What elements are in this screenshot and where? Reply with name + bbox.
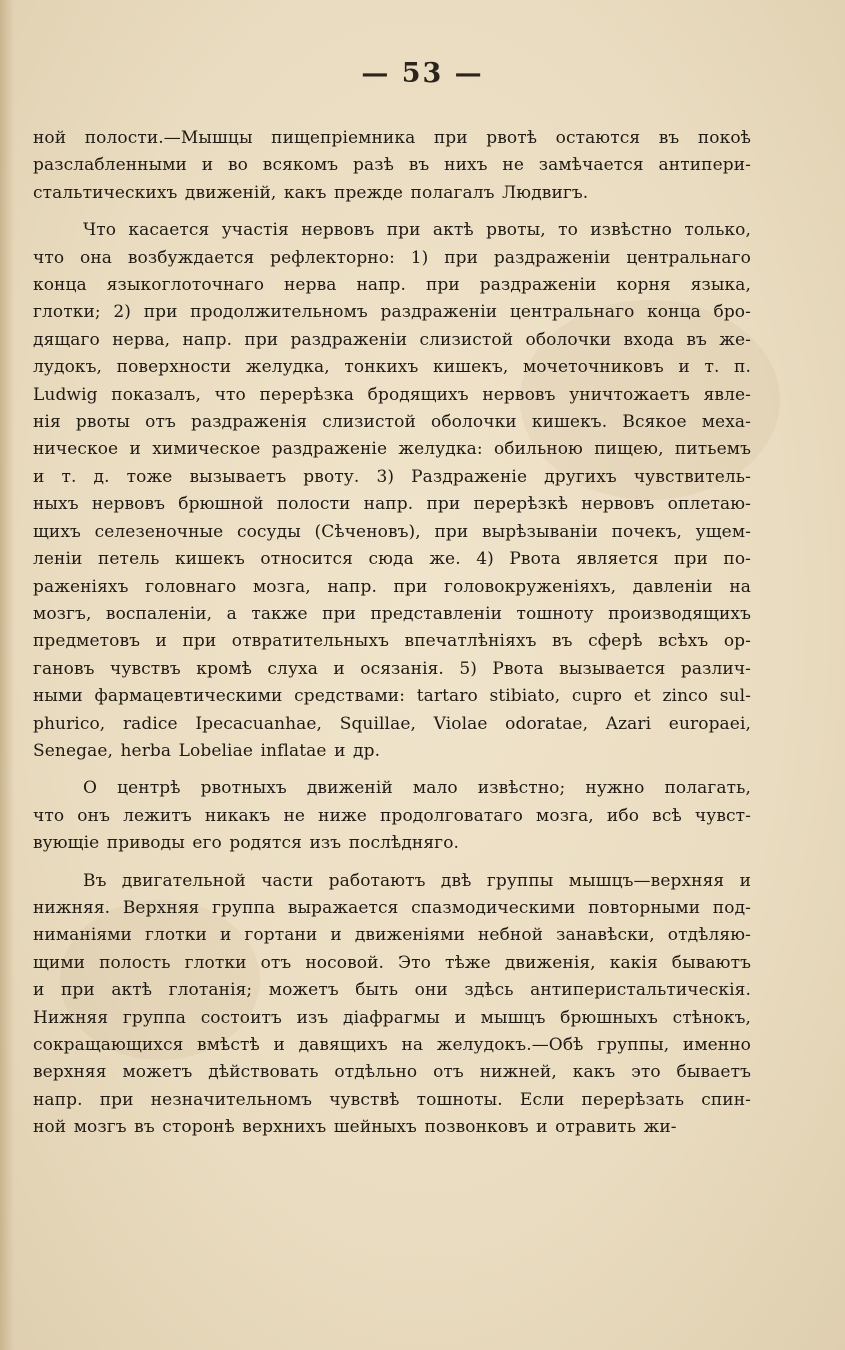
text-line: О центрѣ рвотныхъ движеній мало извѣстно; нужно полагать,	[83, 778, 751, 799]
text-line: гановъ чувствъ кромѣ слуха и осязанія. 5) Рвота вызывается различ-	[33, 658, 751, 679]
text-line: ныхъ нервовъ брюшной полости напр. при перерѣзкѣ нервовъ оплетаю-	[33, 494, 751, 515]
text-line: ными фармацевтическими средствами: tartaro stibiato, cupro et zinco sul-	[33, 686, 751, 707]
paragraph-gap	[33, 858, 751, 868]
text-line: леніи петель кишекъ относится сюда же. 4) Рвота является при по-	[33, 549, 751, 570]
body-text	[33, 125, 751, 1142]
text-line: дящаго нерва, напр. при раздраженіи слизистой оболочки входа въ же-	[33, 329, 751, 350]
text-line: раженіяхъ головнаго мозга, напр. при головокруженіяхъ, давленіи на	[33, 576, 751, 597]
text-line: и т. д. тоже вызываетъ рвоту. 3) Раздраженіе другихъ чувствитель-	[33, 466, 751, 487]
text-line: вующіе приводы его родятся изъ послѣдняго.	[33, 833, 460, 854]
text-line: и при актѣ глотанія; можетъ быть они здѣсь антиперистальтическія.	[33, 980, 751, 1001]
paragraph-gap	[33, 765, 751, 775]
text-line: Senegae, herba Lobeliae inflatae и др.	[33, 740, 381, 761]
text-line: ной мозгъ въ сторонѣ верхнихъ шейныхъ позвонковъ и отравить жи-	[33, 1117, 677, 1138]
text-line: глотки; 2) при продолжительномъ раздраженіи центральнаго конца бро-	[33, 302, 751, 323]
text-line: Въ двигательной части работаютъ двѣ группы мышцъ—верхняя и	[83, 870, 751, 891]
paragraph	[33, 775, 751, 857]
text-line: ническое и химическое раздраженіе желудка: обильною пищею, питьемъ	[33, 439, 751, 460]
text-line: ной полости.—Мышцы пищепріемника при рвотѣ остаются въ покоѣ	[33, 128, 751, 148]
paragraph	[33, 217, 751, 765]
page-gutter-shadow	[0, 0, 14, 1350]
text-line: Нижняя группа состоитъ изъ діафрагмы и мышцъ брюшныхъ стѣнокъ,	[33, 1007, 751, 1028]
text-line: верхняя можетъ дѣйствовать отдѣльно отъ нижней, какъ это бываетъ	[33, 1062, 751, 1083]
text-line: разслабленными и во всякомъ разѣ въ нихъ не замѣчается антипери-	[33, 155, 751, 176]
text-line: мозгъ, воспаленіи, а также при представленіи тошноту производящихъ	[33, 603, 751, 624]
text-line: нія рвоты отъ раздраженія слизистой оболочки кишекъ. Всякое меха-	[33, 412, 751, 433]
text-line: предметовъ и при отвратительныхъ впечатлѣніяхъ въ сферѣ всѣхъ ор-	[33, 631, 751, 652]
paragraph	[33, 125, 751, 207]
text-line: что она возбуждается рефлекторно: 1) при раздраженіи центральнаго	[33, 247, 751, 268]
text-line: щихъ селезеночные сосуды (Сѣченовъ), при вырѣзываніи почекъ, ущем-	[33, 521, 751, 542]
page-number: — 53 —	[361, 58, 484, 89]
text-line: стальтическихъ движеній, какъ прежде полагалъ Людвигъ.	[33, 182, 589, 203]
text-line: конца языкоглоточнаго нерва напр. при раздраженіи корня языка,	[33, 275, 751, 296]
text-line: нижняя. Верхняя группа выражается спазмодическими повторными под-	[33, 897, 751, 918]
paragraph	[33, 868, 751, 1142]
text-line: Что касается участія нервовъ при актѣ рвоты, то извѣстно только,	[83, 220, 751, 241]
text-line: напр. при незначительномъ чувствѣ тошноты. Если перерѣзать спин-	[33, 1089, 751, 1110]
text-line: Ludwig показалъ, что перерѣзка бродящихъ нервовъ уничтожаетъ явле-	[33, 384, 751, 405]
text-line: что онъ лежитъ никакъ не ниже продолговатаго мозга, ибо всѣ чувст-	[33, 805, 751, 826]
text-line: лудокъ, поверхности желудка, тонкихъ кишекъ, мочеточниковъ и т. п.	[33, 357, 751, 378]
text-line: ниманіями глотки и гортани и движеніями небной занавѣски, отдѣляю-	[33, 925, 751, 946]
paragraph-gap	[33, 207, 751, 217]
text-line: щими полость глотки отъ носовой. Это тѣже движенія, какія бываютъ	[33, 952, 751, 973]
text-line: phurico, radice Ipecacuanhae, Squillae, Violae odoratae, Azari europaei,	[33, 713, 751, 734]
text-line: сокращающихся вмѣстѣ и давящихъ на желудокъ.—Обѣ группы, именно	[33, 1035, 751, 1055]
